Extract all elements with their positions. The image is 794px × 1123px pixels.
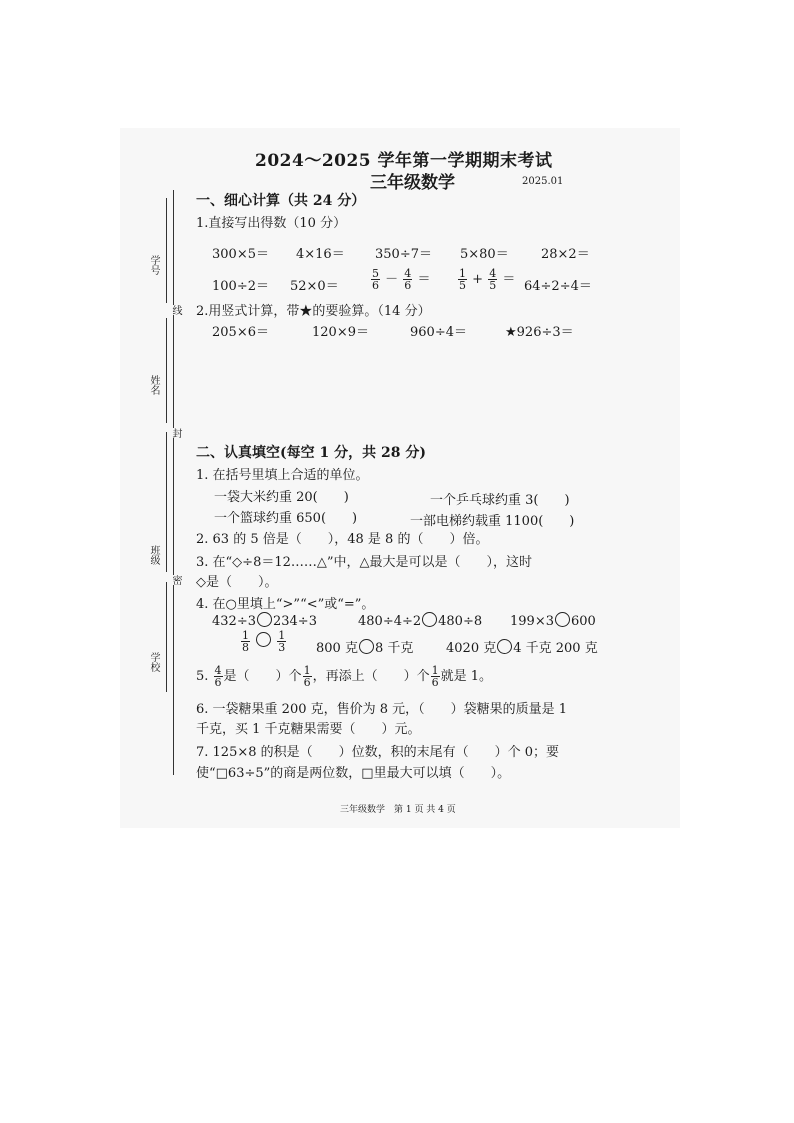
fill-q7-line1: 7. 125×8 的积是（ ）位数，积的末尾有（ ）个 0；要 bbox=[196, 745, 560, 760]
fill-q6-line2: 千克，买 1 千克糖果需要（ ）元。 bbox=[196, 722, 421, 737]
compare-item: 199×3 600 bbox=[510, 614, 596, 629]
calc-item: 300×5＝ bbox=[212, 247, 269, 262]
compare-item-fractions: $\frac{1}{8}$ $\frac{1}{3}$ bbox=[242, 629, 286, 654]
compare-circle[interactable] bbox=[555, 612, 570, 627]
compare-item: 480÷4÷2 480÷8 bbox=[358, 614, 483, 629]
q2-title: 2.用竖式计算，带★的要验算。（14 分） bbox=[196, 304, 431, 319]
label-school: 学校 bbox=[148, 652, 159, 672]
fill-q1-b: 一个乒乓球约重 3( ) bbox=[430, 493, 570, 508]
calc-item: 350÷7＝ bbox=[375, 247, 432, 262]
compare-item: 432÷3 234÷3 bbox=[212, 614, 317, 629]
compare-circle[interactable] bbox=[422, 612, 437, 627]
answer-line-school bbox=[166, 582, 167, 692]
page-footer: 三年级数学 第 1 页 共 4 页 bbox=[340, 805, 456, 815]
fill-q1-a: 一袋大米约重 20( ) bbox=[214, 490, 349, 505]
label-name: 姓名 bbox=[148, 375, 159, 395]
label-class: 班级 bbox=[148, 545, 159, 565]
compare-item: 4020 克 4 千克 200 克 bbox=[446, 641, 598, 656]
calc-item-fraction-subtract: $\frac{5}{6}$ － $\frac{4}{6}$ ＝ bbox=[372, 267, 431, 292]
label-student-id: 学号 bbox=[148, 255, 159, 275]
vertical-calc-item: ★926÷3＝ bbox=[505, 325, 574, 340]
calc-item: 100÷2＝ bbox=[212, 279, 269, 294]
compare-circle[interactable] bbox=[497, 639, 512, 654]
fill-q3-line1: 3. 在“◇÷8＝12……△”中，△最大是可以是（ ），这时 bbox=[196, 555, 533, 570]
vertical-calc-item: 205×6＝ bbox=[212, 325, 269, 340]
calc-item: 52×0＝ bbox=[290, 279, 339, 294]
fill-q4-title: 4. 在○里填上“>”“<”或“=”。 bbox=[196, 597, 375, 612]
calc-item: 28×2＝ bbox=[541, 247, 590, 262]
compare-circle[interactable] bbox=[257, 612, 272, 627]
cut-mark-xian: 线 bbox=[170, 305, 181, 315]
cut-mark-feng: 封 bbox=[170, 428, 181, 438]
fill-q2: 2. 63 的 5 倍是（ ），48 是 8 的（ ）倍。 bbox=[196, 532, 489, 547]
vertical-calc-item: 120×9＝ bbox=[312, 325, 369, 340]
section1-heading: 一、细心计算（共 24 分） bbox=[196, 193, 366, 209]
vertical-calc-item: 960÷4＝ bbox=[410, 325, 467, 340]
exam-title: 2024～2025 学年第一学期期末考试 bbox=[255, 151, 553, 171]
q1-title: 1.直接写出得数（10 分） bbox=[196, 216, 347, 231]
calc-item: 4×16＝ bbox=[296, 247, 345, 262]
compare-circle[interactable] bbox=[359, 639, 374, 654]
fill-q7-line2: 使“□63÷5”的商是两位数，□里最大可以填（ ）。 bbox=[196, 766, 511, 781]
compare-item: 800 克 8 千克 bbox=[316, 641, 414, 656]
exam-subtitle: 三年级数学 bbox=[370, 173, 455, 193]
exam-date: 2025.01 bbox=[522, 176, 564, 187]
answer-line-name bbox=[166, 318, 167, 423]
answer-line-class bbox=[166, 432, 167, 572]
compare-circle[interactable] bbox=[256, 632, 271, 647]
binding-line bbox=[173, 190, 174, 775]
fill-q5: 5. $\frac{4}{6}$ 是（ ）个 $\frac{1}{6}$ ，再添上（ ）个 $\frac{1}{6}$ 就是 1。 bbox=[196, 664, 492, 689]
fill-q1-d: 一部电梯约载重 1100( ) bbox=[410, 514, 575, 529]
fill-q6-line1: 6. 一袋糖果重 200 克，售价为 8 元，（ ）袋糖果的质量是 1 bbox=[196, 702, 568, 717]
section2-heading: 二、认真填空(每空 1 分，共 28 分) bbox=[196, 445, 426, 461]
fill-q1-title: 1. 在括号里填上合适的单位。 bbox=[196, 468, 369, 483]
calc-item: 5×80＝ bbox=[460, 247, 509, 262]
fill-q3-line2: ◇是（ ）。 bbox=[196, 575, 278, 590]
calc-item: 64÷2÷4＝ bbox=[524, 279, 592, 294]
answer-line-student-id bbox=[166, 198, 167, 303]
fill-q1-c: 一个篮球约重 650( ) bbox=[214, 511, 358, 526]
cut-mark-mi: 密 bbox=[170, 575, 181, 585]
calc-item-fraction-add: $\frac{1}{5}$ + $\frac{4}{5}$ ＝ bbox=[459, 267, 516, 292]
